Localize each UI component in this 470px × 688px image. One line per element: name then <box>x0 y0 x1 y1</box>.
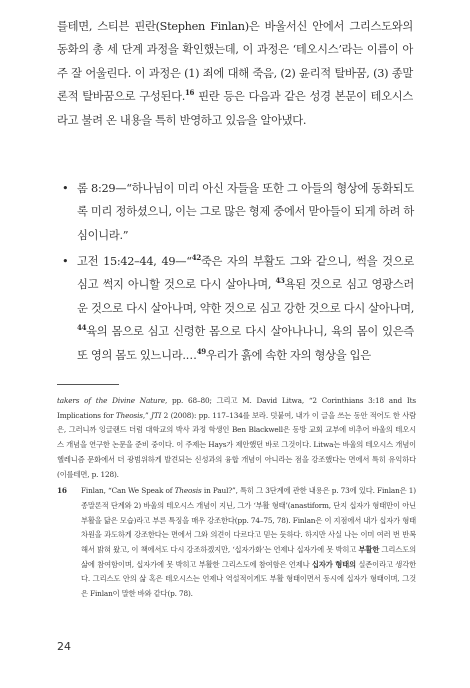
footnote-text: Finlan, “Can We Speak of <box>81 486 175 496</box>
verse-number-49: 49 <box>196 346 206 356</box>
footnote-16 <box>57 484 416 602</box>
footnote-text: in Paul?”, 특히 그 3단계에 관한 내용은 p. 73에 있다. Finlan은 1) 종말론적 단계와 2) 바울의 테오시스 개념이 지닌, 그가 ‘부활 형태’(anastiform, 단지 십자가 형태만이 아닌 부활을 닮은 모습)라고 부른 특징을 매우 강조한다(pp. 74–75, 78). Finlan은 이 지점에서 내가 십자가 형태 차원을 과도하게 강조한다는 면에서 그와 의견이 다르다고 믿는 듯하다. 하지만 사실 나는 이미 여러 번 반복해서 밝혀 왔고, 이 책에서도 다시 강조하겠지만, ‘십자가화’는 언제나 십자가에 못 박히고 <box>81 486 416 555</box>
bold-term: 십자가 형태의 <box>311 559 356 569</box>
corinthians-reference: 고전 15:42–44, 49—“ <box>77 255 192 268</box>
footnote-divider <box>57 384 119 385</box>
verse-number-43: 43 <box>275 276 285 286</box>
scripture-item-romans <box>62 177 414 247</box>
verse-text-43: 욕된 것으로 심고 영광스러운 것으로 다시 살아나며, 약한 것으로 심고 강한 것으로 다시 살아나며, <box>77 278 415 315</box>
footnote-number: 16 <box>57 486 67 496</box>
footnote-text: 2 (2008): pp. 117–134를 보라. 덧붙여, 내가 이 글을 쓰는 동안 적어도 한 사람은, 그러니까 잉글랜드 더럼 대학교의 박사 과정 학생인 Ben Blackwell은 동방 교회 교부에 비추어 바울의 테오시스 개념을 연구한 논문을 준비 중이다. 이 주제는 Hays가 제안했던 바로 그것이다. Litwa는 바울의 테오시스 개념이 헬레니즘 문화에서 더 광범위하게 발견되는 신성과의 융합 개념이 아니라는 점을 강조했다는 면에서 특히 유익하다(이를테면, p. 128). <box>57 410 416 479</box>
footnote-text: ,” <box>142 410 152 420</box>
main-paragraph <box>57 15 413 132</box>
paragraph-text-before: 를테면, 스티븐 핀란(Stephen Finlan)은 바울서신 안에서 그리스도와의 동화의 총 세 단계 과정을 확인했는데, 이 과정은 ‘테오시스’라는 이름이 아주 잘 어울린다. 이 과정은 (1) 죄에 대해 죽음, (2) 윤리적 탈바꿈, (3) 종말론적 탈바꿈으로 구성된다. <box>57 20 413 104</box>
page-number: 24 <box>57 640 71 653</box>
verse-number-44: 44 <box>77 323 87 333</box>
romans-quote-text: 롬 8:29—“하나님이 미리 아신 자들을 또한 그 아들의 형상에 동화되도록 미리 정하셨으니, 이는 그로 많은 형제 중에서 맏아들이 되게 하려 하심이니라.” <box>77 182 414 242</box>
italic-term: Theosis <box>174 486 202 496</box>
verse-text-42: 죽은 자의 부활도 그와 같으니, 썩을 것으로 심고 썩지 아니할 것으로 다시 살아나며, <box>77 255 414 292</box>
footnote-text: 실존이라고 생각한다. 그리스도 안의 삶 혹은 테오시스는 언제나 역설적이게도 부활 형태이면서 동시에 십자가 형태이며, 그것은 Finlan이 말한 바와 같다(p. 78). <box>81 559 417 599</box>
bullet-icon: • <box>62 255 69 268</box>
footnote-15-continued <box>57 394 416 482</box>
scripture-item-corinthians <box>62 250 414 367</box>
bold-term: 부활한 <box>358 545 380 555</box>
footnote-text: 그리스도의 삶에 참여함이며, 십자가에 못 박히고 부활한 그리스도에 참여함은 언제나 <box>81 545 416 569</box>
footnote-reference-16[interactable]: 16 <box>184 88 195 98</box>
verse-text-49: 우리가 흙에 속한 자의 형상을 입은 <box>205 348 371 362</box>
footnotes <box>57 394 416 602</box>
italic-term: Theosis <box>115 410 143 420</box>
footnote-text: , pp. 68–80; 그리고 M. David Litwa, “2 Corinthians 3:18 and Its Implications for <box>57 396 417 420</box>
verse-number-42: 42 <box>191 253 201 263</box>
book-title: takers of the Divine Nature <box>57 396 165 405</box>
paragraph-text-after: 핀란 등은 다음과 같은 성경 본문이 테오시스라고 불려 온 내용을 특히 반영하고 있음을 알아냈다. <box>57 90 413 127</box>
journal-title: JTI <box>151 410 162 420</box>
verse-text-44: 육의 몸으로 심고 신령한 몸으로 다시 살아나나니, 육의 몸이 있은즉 또 영의 몸도 있느니라.… <box>77 325 414 362</box>
bullet-icon: • <box>62 182 69 195</box>
